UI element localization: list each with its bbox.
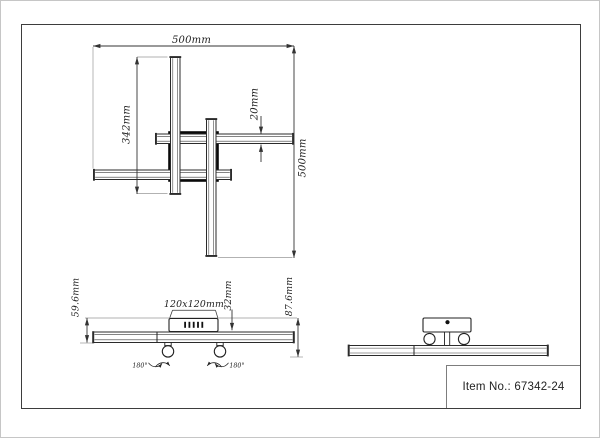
front-spot-right	[214, 343, 225, 358]
side-bar	[348, 345, 549, 357]
front-dim-canopy	[164, 299, 224, 318]
plan-bar-top	[169, 56, 181, 195]
side-spot-right	[458, 333, 469, 344]
plan-extension-lines	[93, 47, 293, 258]
item-number-label: Item No.: 67342-24	[462, 381, 565, 393]
vent-slot	[189, 322, 191, 328]
rotation-left-label: 180°	[132, 362, 148, 370]
plan-dim-width	[93, 35, 294, 46]
side-spot-left	[424, 333, 435, 344]
technical-drawing	[1, 1, 600, 438]
vent-slot	[197, 322, 199, 328]
plan-dim-width-label: 500mm	[171, 34, 212, 46]
rotation-annotation-right	[207, 363, 244, 370]
plan-dim-bar-length-label: 342mm	[121, 104, 133, 145]
plan-view	[93, 35, 309, 258]
front-dim-height-to-bar	[71, 278, 94, 343]
vent-slot	[193, 322, 195, 328]
front-dim-total-height-label: 87.6mm	[284, 276, 295, 317]
vent-slot	[201, 322, 203, 328]
front-dim-canopy-label: 120x120mm	[163, 298, 225, 310]
plan-dim-height-label: 500mm	[297, 138, 309, 178]
plan-dim-bar-width	[250, 88, 262, 162]
canopy-stem	[445, 332, 450, 346]
plan-dim-bar-width-label: 20mm	[249, 87, 261, 121]
plan-dim-height	[294, 46, 309, 258]
side-view	[348, 318, 549, 356]
plan-bar-bottom	[205, 118, 217, 257]
canopy-screw	[445, 320, 449, 324]
vent-slot	[184, 322, 186, 328]
front-dim-total-height	[284, 277, 303, 357]
front-dim-canopy-height	[223, 280, 234, 330]
front-dim-canopy-height-label: 32mm	[223, 280, 234, 311]
front-view	[71, 277, 304, 370]
front-spot-left	[162, 343, 173, 358]
front-bar	[92, 331, 295, 343]
rotation-right-label: 180°	[229, 362, 245, 370]
front-dim-height-to-bar-label: 59.6mm	[70, 277, 82, 318]
rotation-annotation-left	[132, 363, 169, 370]
